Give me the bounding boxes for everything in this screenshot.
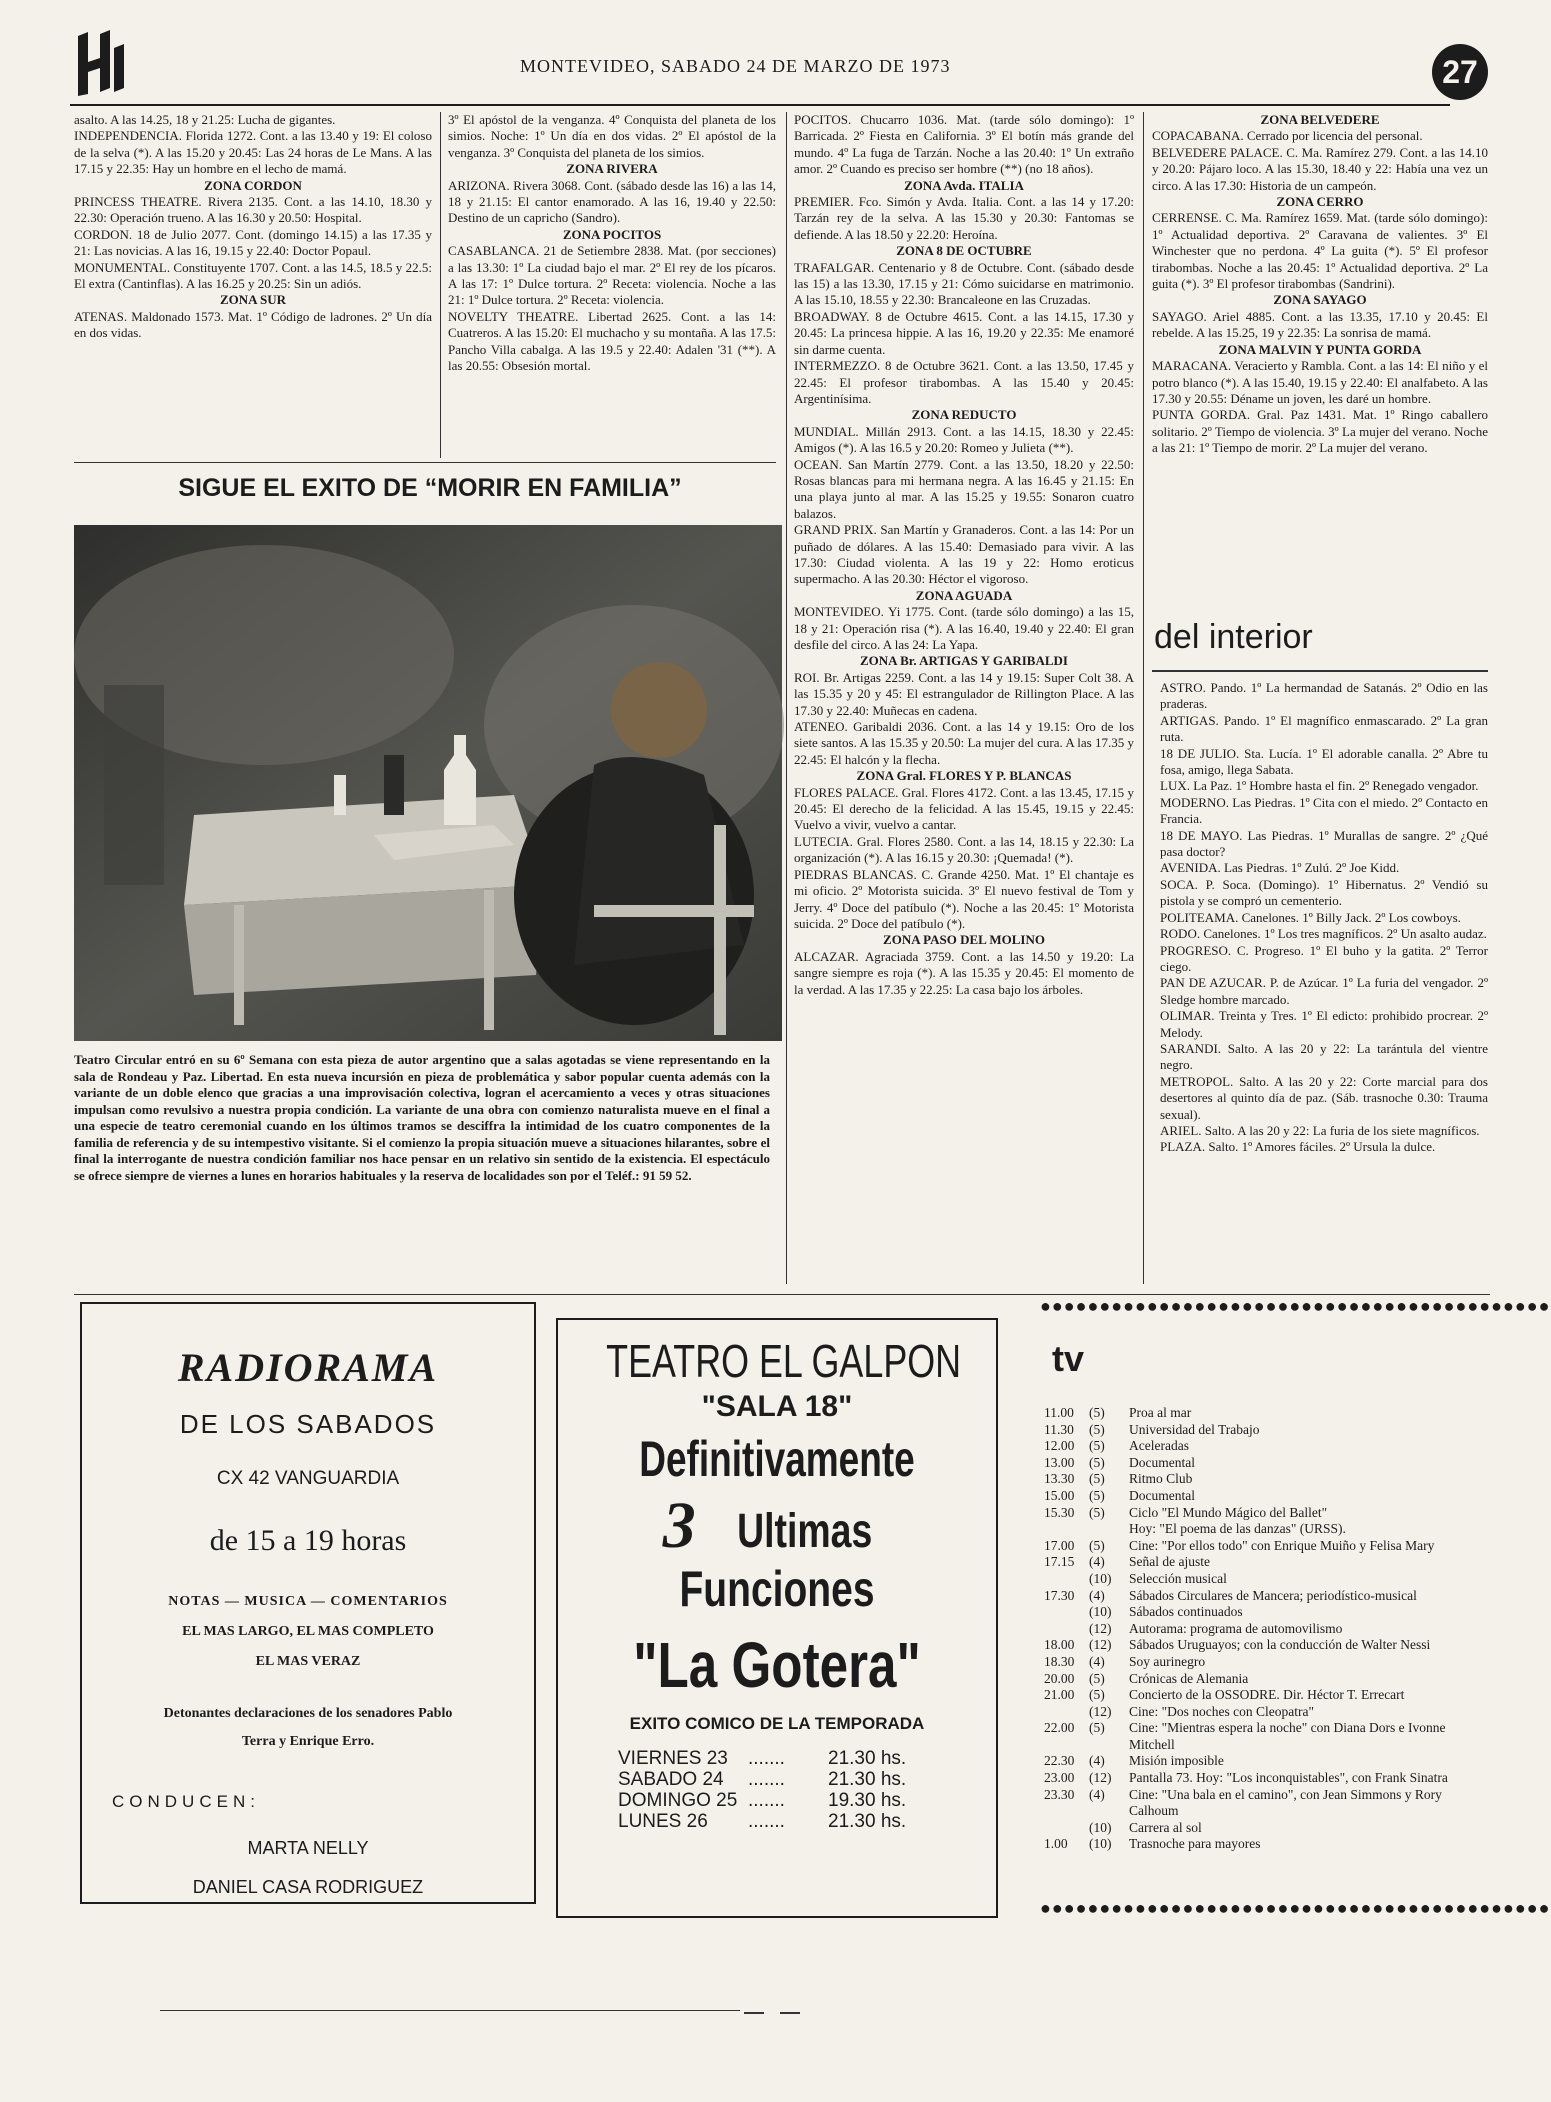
cinema-listing: PUNTA GORDA. Gral. Paz 1431. Mat. 1º Ringo caballero solitario. 2º Tiempo de violencia. 3º La mujer del verano. Noche a las 21: 1º Tiempo de morir. 2º La mujer del verano. (1152, 407, 1488, 456)
galpon-ultimas: Ultimas (736, 1505, 873, 1558)
zone-heading: ZONA CORDON (204, 177, 302, 193)
tv-program: Cine: "Por ellos todo" con Enrique Muiño y Felisa Mary (1129, 1537, 1435, 1553)
tv-schedule-row (1044, 1836, 1464, 1853)
zone-heading: ZONA BELVEDERE (1260, 112, 1380, 127)
radiorama-title: RADIORAMA (177, 1345, 439, 1390)
cinema-listing: ATENAS. Maldonado 1573. Mat. 1º Código de ladrones. 2º Un día en dos vidas. (74, 308, 432, 341)
zone-heading: ZONA RIVERA (566, 161, 658, 177)
header-rule (70, 104, 1450, 106)
interior-listing: 18 DE JULIO. Sta. Lucía. 1º El adorable canalla. 2º Abre tu fosa, amigo, llega Sabata. (1160, 745, 1488, 778)
cinema-listing: LUTECIA. Gral. Flores 2580. Cont. a las 14, 18.15 y 22.30: La organización (*). A las 16.15 y 20.30: ¡Quemada! (*). (794, 833, 1134, 866)
tv-time (1044, 1621, 1089, 1638)
listings-column-4 (1152, 112, 1488, 610)
header-date-line: MONTEVIDEO, SABADO 24 DE MARZO DE 1973 (520, 56, 951, 76)
galpon-exito: EXITO COMICO DE LA TEMPORADA (629, 1714, 925, 1733)
radiorama-line-1: NOTAS — MUSICA — COMENTARIOS (168, 1594, 448, 1609)
zone-heading: ZONA Avda. ITALIA (904, 177, 1024, 193)
tv-program: Documental (1129, 1454, 1195, 1470)
zone-heading: ZONA POCITOS (562, 226, 662, 242)
galpon-sala: "SALA 18" (701, 1390, 853, 1423)
interior-listing: AVENIDA. Las Piedras. 1º Zulú. 2º Joe Kidd. (1160, 860, 1400, 876)
zone-heading: ZONA AGUADA (915, 587, 1013, 603)
zone-heading: ZONA Br. ARTIGAS Y GARIBALDI (860, 653, 1068, 669)
showtime-day: VIERNES 23 (618, 1748, 728, 1769)
tv-channel: (5) (1089, 1471, 1105, 1487)
tv-program: Ritmo Club (1129, 1471, 1193, 1487)
tv-time: 18.00 (1044, 1637, 1075, 1653)
tv-time: 13.00 (1044, 1454, 1075, 1470)
section-rule (1152, 670, 1488, 672)
showtime-day: SABADO 24 (618, 1769, 724, 1790)
cinema-listing: OCEAN. San Martín 2779. Cont. a las 13.50, 18.20 y 22.50: Rosas blancas para mi hermana negra. A las 16.45 y 21.15: En una playa junto al mar. A las 15.25 y 19.55: Sonaron cuatro balazos. (794, 456, 1134, 521)
tv-time: 18.30 (1044, 1653, 1075, 1669)
showtime-time: 21.30 hs. (828, 1769, 907, 1790)
tv-dots-top: ●●●●●●●●●●●●●●●●●●●●●●●●●●●●●●●●●●●●●●●●●●● (1040, 1296, 1551, 1316)
tv-schedule (1044, 1405, 1464, 1853)
tv-program: Selección musical (1129, 1570, 1227, 1586)
tv-channel: (12) (1089, 1703, 1112, 1719)
tv-time: 11.30 (1044, 1421, 1074, 1437)
interior-listing: OLIMAR. Treinta y Tres. 1º El edicto: prohibido procrear. 2º Melody. (1160, 1008, 1488, 1040)
radiorama-station: CX 42 VANGUARDIA (216, 1468, 400, 1489)
tv-program: Proa al mar (1129, 1405, 1192, 1420)
radiorama-line-2: EL MAS LARGO, EL MAS COMPLETO (182, 1624, 434, 1639)
cinema-listing: ALCAZAR. Agraciada 3759. Cont. a las 14.50 y 19.20: La sangre siempre es roja (*). A las 15.35 y 20.45: El momento de la verdad. A las 17.35 y 22.25: La casa bajo los árboles. (794, 948, 1134, 997)
radiorama-advertisement (80, 1302, 536, 1904)
galpon-definitivamente: Definitivamente (639, 1431, 915, 1487)
zone-heading: ZONA PASO DEL MOLINO (883, 932, 1045, 948)
tv-program: Autorama: programa de automovilismo (1129, 1620, 1343, 1636)
cinema-listing: PIEDRAS BLANCAS. C. Grande 4250. Mat. 1º El chantaje es mi oficio. 2º Motorista suicida. 3º El nuevo festival de Tom y Jerry. 4º Doce del patíbulo (*). Noche a las 20.45: 1º Motorista suicida. 2º Doce del patíbulo (*). (794, 866, 1134, 931)
radiorama-conducen: CONDUCEN: (112, 1792, 260, 1811)
galpon-funciones: Funciones (679, 1561, 875, 1617)
tv-program: Carrera al sol (1129, 1819, 1202, 1835)
tv-program: Universidad del Trabajo (1129, 1421, 1260, 1437)
interior-listing: ASTRO. Pando. 1º La hermandad de Satanás. 2º Odio en las praderas. (1160, 680, 1488, 712)
tv-channel: (4) (1089, 1587, 1105, 1603)
tv-time (1044, 1820, 1089, 1837)
listings-column-2 (448, 112, 776, 466)
tv-time: 13.30 (1044, 1471, 1075, 1487)
tv-program: Señal de ajuste (1129, 1554, 1210, 1570)
tv-program: Pantalla 73. Hoy: "Los inconquistables", con Frank Sinatra (1129, 1770, 1448, 1786)
tv-time: 20.00 (1044, 1670, 1075, 1686)
tv-time (1044, 1704, 1089, 1721)
cinema-listing: INDEPENDENCIA. Florida 1272. Cont. a las 13.40 y 19: El coloso de la selva (*). A las 15.20 y 20.45: Las 24 horas de Le Mans. A las 17.15 y 22.35: Hay un hombre en el lecho de mamá. (74, 128, 432, 177)
cinema-listing: CASABLANCA. 21 de Setiembre 2838. Mat. (por secciones) a las 13.30: 1º La ciudad bajo el mar. 2º El rey de los pícaros. A las 17: 1º Dulce tortura. 2º Receta: violencia. Noche a las 21: 1º Dulce tortura. 2º Receta: violencia. (448, 243, 776, 308)
cinema-listing: 3º El apóstol de la venganza. 4º Conquista del planeta de los simios. Noche: 1º Un día en dos vidas. 2º El apóstol de la venganza. 3º Conquista del planeta de los simios. (448, 112, 776, 160)
tv-schedule-row (1044, 1621, 1464, 1638)
interior-listing: 18 DE MAYO. Las Piedras. 1º Murallas de sangre. 2º ¿Qué pasa doctor? (1160, 827, 1488, 860)
tv-schedule-row (1044, 1488, 1464, 1505)
tv-channel: (5) (1089, 1487, 1105, 1503)
tv-channel: (5) (1089, 1438, 1105, 1454)
tv-channel: (5) (1089, 1504, 1105, 1520)
cinema-listing: MUNDIAL. Millán 2913. Cont. a las 14.15, 18.30 y 22.45: Amigos (*). A las 16.5 y 20.20: Romeo y Julieta (**). (794, 423, 1134, 456)
cinema-listing: FLORES PALACE. Gral. Flores 4172. Cont. a las 13.45, 17.15 y 20.45: El derecho de la felicidad. A las 15.45, 19.15 y 22.45: Vuelvo a vivir, vuelvo a cantar. (794, 784, 1134, 833)
feature-headline: SIGUE EL EXITO DE “MORIR EN FAMILIA” (178, 474, 682, 502)
tv-schedule-row (1044, 1571, 1464, 1588)
tv-program: Sábados Circulares de Mancera; periodístico-musical (1129, 1587, 1417, 1603)
zone-heading: ZONA 8 DE OCTUBRE (896, 243, 1032, 259)
galpon-play-title: "La Gotera" (633, 1629, 921, 1701)
galpon-title: TEATRO EL GALPON (606, 1335, 962, 1387)
tv-schedule-row (1044, 1687, 1464, 1704)
showtime-time: 21.30 hs. (828, 1748, 907, 1769)
interior-listing: PLAZA. Salto. 1º Amores fáciles. 2º Ursula la dulce. (1160, 1139, 1436, 1155)
interior-listing: SOCA. P. Soca. (Domingo). 1º Hibernatus. 2º Vendió su pistola y se compró un cementerio. (1160, 876, 1488, 909)
tv-channel: (10) (1089, 1604, 1112, 1620)
tv-program: Misión imposible (1129, 1753, 1224, 1769)
tv-channel: (10) (1089, 1570, 1112, 1586)
tv-schedule-row (1044, 1455, 1464, 1472)
tv-time (1044, 1571, 1089, 1588)
tv-schedule-row (1044, 1554, 1464, 1571)
tv-channel: (10) (1089, 1836, 1112, 1852)
footer-dash (780, 2012, 800, 2014)
tv-time: 12.00 (1044, 1438, 1075, 1454)
tv-schedule-row (1044, 1720, 1464, 1753)
radiorama-host-2: DANIEL CASA RODRIGUEZ (192, 1877, 424, 1897)
tv-schedule-row (1044, 1405, 1464, 1422)
tv-program: Soy aurinegro (1129, 1653, 1206, 1669)
tv-program: Cine: "Mientras espera la noche" con Diana Dors e Ivonne Mitchell (1129, 1720, 1446, 1752)
cinema-listing: GRAND PRIX. San Martín y Granaderos. Cont. a las 14: Por un puñado de dólares. A las 15.40: Demasiado para vivir. A las 17.30: Ciudad violenta. A las 19 y 22: Homo eroticus supermacho. A las 20.30: Héctor el vigoroso. (794, 522, 1134, 587)
tv-schedule-row (1044, 1604, 1464, 1621)
showtime-day: DOMINGO 25 (618, 1790, 738, 1811)
radiorama-line-4: Detonantes declaraciones de los senadores Pablo Terra y Enrique Erro. (163, 1706, 453, 1749)
radiorama-line-3: EL MAS VERAZ (255, 1654, 361, 1669)
feature-caption: Teatro Circular entró en su 6º Semana con esta pieza de autor argentino que a salas agotadas se viene representando en la sala de Rondeau y Paz. Libertad. En esta nueva incursión en pieza de problemática y sabor popular cuenta además con la variante de un doble elenco que gracias a una improvisación colectiva, logran el acercamiento a veces y otras situaciones impulsan como revulsivo a nuestra propia condición. La variante de una obra con comienzo naturalista mueve en el final a una especie de teatro ceremonial cuando en los últimos tramos se desciffra la intimidad de los cuatro componentes de la familia de referencia y de su intempestivo visitante. Si el comienzo la propia situación mueve a situaciones hilarantes, sobre el final la interrogante de nuestra condición familiar nos hace pensar en un relativo sin sentido de la existencia. El espectáculo se ofrece siempre de viernes a lunes en horarios habituales y la reserva de localidades son por el Teléf.: 91 59 52. (74, 1052, 770, 1183)
tv-time: 11.00 (1044, 1405, 1074, 1420)
interior-listing: PAN DE AZUCAR. P. de Azúcar. 1º La furia del vengador. 2º Sledge hombre marcado. (1160, 975, 1488, 1007)
tv-channel (1089, 1521, 1129, 1538)
showtime-row (618, 1769, 996, 1790)
tv-channel: (12) (1089, 1637, 1112, 1653)
tv-schedule-row (1044, 1637, 1464, 1654)
tv-program: Cine: "Una bala en el camino", con Jean Simmons y Rory Calhoum (1129, 1786, 1442, 1819)
radiorama-host-1: MARTA NELLY (247, 1838, 369, 1858)
tv-program: Documental (1129, 1487, 1195, 1503)
cinema-listing: SAYAGO. Ariel 4885. Cont. a las 13.35, 17.10 y 20.45: El rebelde. A las 15.25, 19 y 22.35: La sonrisa de mamá. (1152, 308, 1488, 341)
listings-column-1 (74, 112, 432, 466)
tv-time: 23.30 (1044, 1786, 1075, 1802)
tv-time: 21.00 (1044, 1687, 1075, 1703)
tv-program: Cine: "Dos noches con Cleopatra" (1129, 1703, 1314, 1719)
tv-program: Ciclo "El Mundo Mágico del Ballet" (1129, 1504, 1328, 1520)
tv-channel: (10) (1089, 1819, 1112, 1835)
tv-channel: (5) (1089, 1670, 1105, 1686)
cinema-listing: MONTEVIDEO. Yi 1775. Cont. (tarde sólo domingo) a las 15, 18 y 21: Operación risa (*). A las 16.40, 19.40 y 22.40: El gran desfile del circo. A las 24: La Yapa. (794, 604, 1134, 652)
zone-heading: ZONA SAYAGO (1273, 292, 1367, 308)
tv-channel: (12) (1089, 1770, 1112, 1786)
zone-heading: ZONA Gral. FLORES Y P. BLANCAS (856, 768, 1072, 784)
interior-listing: LUX. La Paz. 1º Hombre hasta el fin. 2º Renegado vengador. (1160, 778, 1479, 794)
cinema-listing: MARACANA. Veracierto y Rambla. Cont. a las 14: El niño y el potro blanco (*). A las 15.40, 19.15 y 22.40: El analfabeto. A las 17.30 y 20.55: Déname un joven, les daré un hombre. (1152, 358, 1488, 406)
tv-section-title: tv (1052, 1338, 1085, 1379)
zone-heading: ZONA REDUCTO (911, 407, 1017, 423)
interior-section-title: del interior (1154, 618, 1313, 656)
tv-time: 17.15 (1044, 1554, 1075, 1570)
tv-schedule-row (1044, 1820, 1464, 1837)
cinema-listing: CORDON. 18 de Julio 2077. Cont. (domingo 14.15) a las 17.35 y 21: Las novicias. A las 16, 19.15 y 22.40: Doctor Popaul. (74, 226, 432, 259)
section-rule (74, 1294, 1490, 1295)
tv-channel: (4) (1089, 1753, 1105, 1769)
galpon-showtimes (618, 1748, 996, 1832)
cinema-listing: MONUMENTAL. Constituyente 1707. Cont. a las 14.5, 18.5 y 22.5: El extra (Cantinflas). A las 16.25 y 20.25: Sin un adiós. (74, 259, 432, 292)
tv-schedule-row (1044, 1471, 1464, 1488)
tv-time: 17.00 (1044, 1537, 1075, 1553)
tv-channel: (4) (1089, 1786, 1105, 1802)
tv-program: Aceleradas (1129, 1438, 1189, 1454)
tv-channel: (5) (1089, 1421, 1105, 1437)
tv-schedule-row (1044, 1753, 1464, 1770)
showtime-time: 21.30 hs. (828, 1811, 907, 1832)
tv-schedule-row (1044, 1654, 1464, 1671)
interior-listing: ARTIGAS. Pando. 1º El magnífico enmascarado. 2º La gran ruta. (1160, 712, 1488, 745)
tv-program: Sábados continuados (1129, 1604, 1243, 1620)
tv-schedule-row (1044, 1787, 1464, 1820)
cinema-listing: BELVEDERE PALACE. C. Ma. Ramírez 279. Cont. a las 14.10 y 20.20: Pájaro loco. A las 15.30, 18.40 y 22: Había una vez un circo. A las 17.30: Historia de un campeón. (1152, 144, 1488, 193)
cinema-listing: BROADWAY. 8 de Octubre 4615. Cont. a las 14.15, 17.30 y 20.45: La princesa hippie. A las 16, 19.20 y 22.35: Me enamoré sin darme cuenta. (794, 308, 1134, 357)
cinema-listing: INTERMEZZO. 8 de Octubre 3621. Cont. a las 13.50, 17.45 y 22.45: El profesor tirabombas. A las 15.40 y 20.45: Argentinísima. (794, 358, 1134, 406)
tv-channel: (5) (1089, 1405, 1105, 1420)
interior-listing: ARIEL. Salto. A las 20 y 22: La furia de los siete magníficos. (1160, 1122, 1480, 1138)
page-number-badge: 27 (1432, 44, 1488, 100)
tv-schedule-row (1044, 1538, 1464, 1555)
tv-dots-bottom: ●●●●●●●●●●●●●●●●●●●●●●●●●●●●●●●●●●●●●●●●●●● (1040, 1898, 1551, 1918)
tv-schedule-row (1044, 1770, 1464, 1787)
interior-listing: PROGRESO. C. Progreso. 1º El buho y la gatita. 2º Terror ciego. (1160, 942, 1488, 974)
tv-program: Concierto de la OSSODRE. Dir. Héctor T. Errecart (1129, 1687, 1405, 1703)
radiorama-subtitle: DE LOS SABADOS (179, 1409, 437, 1439)
showtime-leader: ....... (748, 1811, 785, 1832)
column-divider (440, 112, 441, 458)
zone-heading: ZONA MALVIN Y PUNTA GORDA (1218, 341, 1422, 357)
tv-program: Trasnoche para mayores (1129, 1836, 1261, 1852)
tv-time: 17.30 (1044, 1587, 1075, 1603)
galpon-advertisement (556, 1318, 998, 1918)
tv-time: 23.00 (1044, 1770, 1075, 1786)
radiorama-hours: de 15 a 19 horas (209, 1524, 407, 1557)
tv-schedule-row (1044, 1588, 1464, 1605)
tv-channel: (12) (1089, 1620, 1112, 1636)
cinema-listing: ARIZONA. Rivera 3068. Cont. (sábado desde las 16) a las 14, 18 y 21.15: El cantor enamorado. A las 16, 19.40 y 22.50: Destino de un capricho (Sandro). (448, 177, 776, 226)
tv-channel: (5) (1089, 1454, 1105, 1470)
interior-listing: POLITEAMA. Canelones. 1º Billy Jack. 2º Los cowboys. (1160, 909, 1461, 925)
tv-time: 22.00 (1044, 1720, 1075, 1736)
tv-time: 1.00 (1044, 1836, 1068, 1852)
showtime-leader: ....... (748, 1790, 785, 1811)
tv-time (1044, 1521, 1089, 1538)
showtime-time: 19.30 hs. (828, 1790, 907, 1811)
cinema-listing: PREMIER. Fco. Simón y Avda. Italia. Cont. a las 14 y 17.20: Tarzán rey de la selva. A las 15.30 y 20.30: Fantomas se defiende. A las 18.50 y 22.20: Heroína. (794, 194, 1134, 242)
section-rule (74, 462, 776, 463)
galpon-number: 3 (662, 1489, 696, 1562)
tv-time: 15.00 (1044, 1487, 1075, 1503)
tv-channel: (4) (1089, 1554, 1105, 1570)
interior-listings (1160, 680, 1488, 1276)
showtime-row (618, 1811, 996, 1832)
tv-schedule-row (1044, 1521, 1464, 1538)
tv-time: 15.30 (1044, 1504, 1075, 1520)
cinema-listing: ATENEO. Garibaldi 2036. Cont. a las 14 y 19.15: Oro de los siete santos. A las 15.35 y 20.50: La mujer del cura. A las 17.35 y 22.45: El halcón y la flecha. (794, 719, 1134, 767)
showtime-row (618, 1790, 996, 1811)
column-divider (786, 112, 787, 1284)
zone-heading: ZONA CERRO (1276, 194, 1364, 210)
tv-schedule-row (1044, 1671, 1464, 1688)
listings-column-3 (794, 112, 1134, 1280)
newspaper-logo-icon (70, 28, 130, 98)
tv-channel: (4) (1089, 1653, 1105, 1669)
interior-listing: SARANDI. Salto. A las 20 y 22: La tarántula del vientre negro. (1160, 1040, 1488, 1073)
showtime-day: LUNES 26 (618, 1811, 708, 1832)
cinema-listing: asalto. A las 14.25, 18 y 21.25: Lucha de gigantes. (74, 112, 336, 127)
cinema-listing: TRAFALGAR. Centenario y 8 de Octubre. Cont. (sábado desde las 15) a las 13.30, 17.15 y 21: Cómo suicidarse en matrimonio. A las 15.10, 18.55 y 22.30: Brancaleone en las Cruzadas. (794, 259, 1134, 308)
tv-program: Sábados Uruguayos; con la conducción de Walter Nessi (1129, 1637, 1431, 1653)
showtime-leader: ....... (748, 1748, 785, 1769)
tv-channel: (5) (1089, 1687, 1105, 1703)
theatre-photo (74, 525, 782, 1041)
cinema-listing: COPACABANA. Cerrado por licencia del personal. (1152, 128, 1423, 144)
showtime-leader: ....... (748, 1769, 785, 1790)
interior-listing: MODERNO. Las Piedras. 1º Cita con el miedo. 2º Contacto en Francia. (1160, 794, 1488, 827)
tv-schedule-row (1044, 1438, 1464, 1455)
interior-listing: RODO. Canelones. 1º Los tres magníficos. 2º Un asalto audaz. (1160, 926, 1487, 942)
footer-rule (160, 2010, 740, 2011)
cinema-listing: ROI. Br. Artigas 2259. Cont. a las 14 y 19.15: Super Colt 38. A las 15.35 y 20 y 45: El estrangulador de Rillington Place. A las 17.30 y 22.40: Muñecas en cadena. (794, 669, 1134, 718)
cinema-listing: NOVELTY THEATRE. Libertad 2625. Cont. a las 14: Cuatreros. A las 15.20: El muchacho y su montaña. A las 17.5: Pancho Villa cabalga. A las 19.5 y 22.40: Adalen '31 (**). A las 20.55: Obsesión mortal. (448, 308, 776, 374)
tv-channel: (5) (1089, 1720, 1105, 1736)
showtime-row (618, 1748, 996, 1769)
column-divider (1143, 112, 1144, 1284)
tv-schedule-row (1044, 1505, 1464, 1522)
zone-heading: ZONA SUR (219, 292, 287, 308)
tv-program: Crónicas de Alemania (1129, 1670, 1249, 1686)
tv-schedule-row (1044, 1704, 1464, 1721)
cinema-listing: CERRENSE. C. Ma. Ramírez 1659. Mat. (tarde sólo domingo): 1º Actualidad deportiva. 2º Caravana de valientes. 3º El Winchester que no perdona. 4º La guita (*). 5º El profesor tirabombas. Noche a las 20.45: 1º Actualidad deportiva. 2º La guita (*). 3º El profesor tirabombas (Sandrini). (1152, 210, 1488, 292)
tv-program: Hoy: "El poema de las danzas" (URSS). (1129, 1521, 1346, 1537)
interior-listing: METROPOL. Salto. A las 20 y 22: Corte marcial para dos desertores al quinto día de paz. (Sáb. trasnoche 0.30: Trauma sexual). (1160, 1073, 1488, 1122)
tv-schedule-row (1044, 1422, 1464, 1439)
tv-channel: (5) (1089, 1537, 1105, 1553)
cinema-listing: PRINCESS THEATRE. Rivera 2135. Cont. a las 14.10, 18.30 y 22.30: Operación trueno. A las 16.30 y 20.50: Hospital. (74, 194, 432, 226)
footer-dash (744, 2012, 764, 2014)
cinema-listing: POCITOS. Chucarro 1036. Mat. (tarde sólo domingo): 1º Barricada. 2º Fiesta en California. 3º El botín más grande del mundo. 4º La fuga de Tarzán. Noche a las 20.40: 1º Un extraño amor. 2º Cuando es preciso ser hombre (**) (no 18 años). (794, 112, 1134, 177)
tv-time: 22.30 (1044, 1753, 1075, 1769)
tv-time (1044, 1604, 1089, 1621)
